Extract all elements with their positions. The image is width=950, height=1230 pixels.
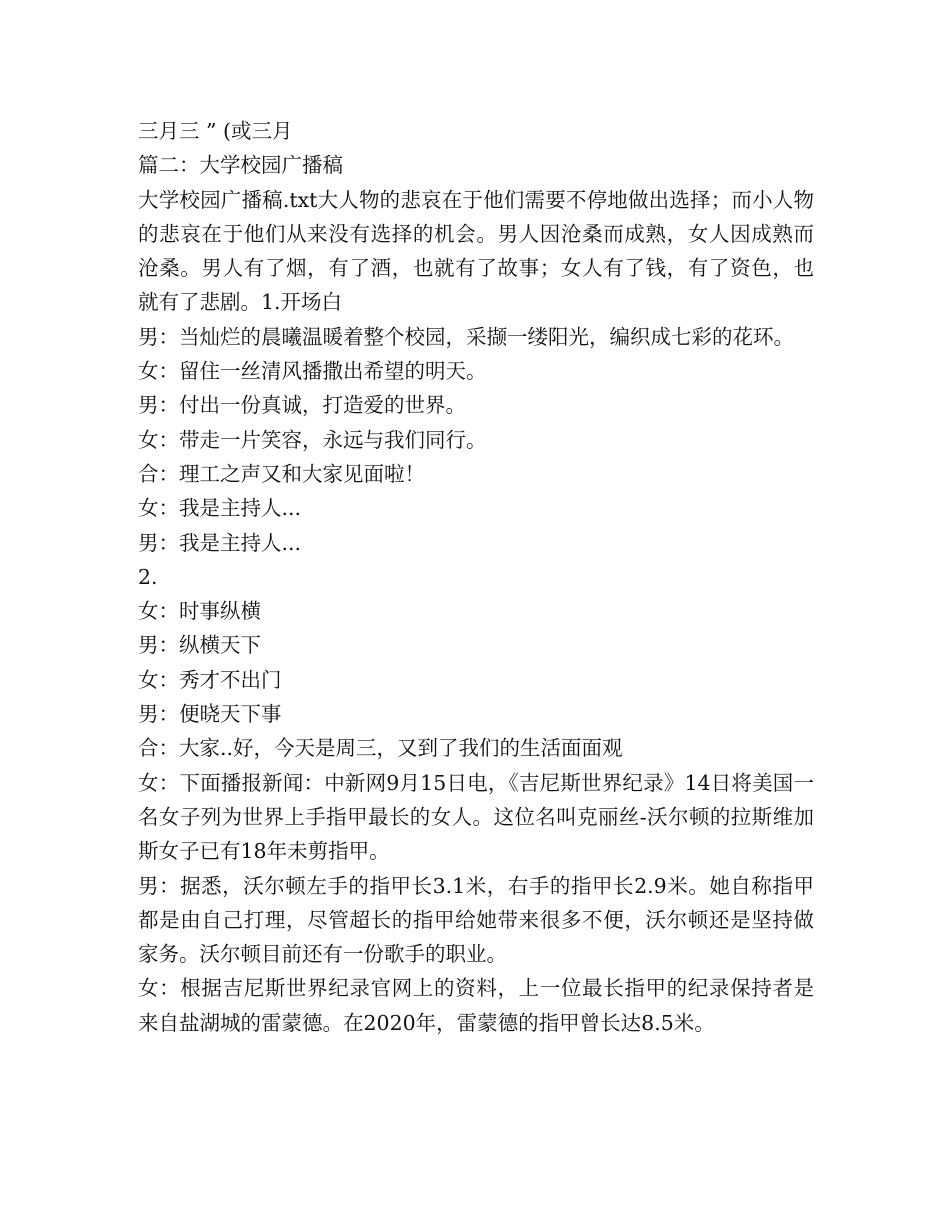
section-heading: 篇二：大学校园广播稿	[138, 153, 343, 178]
dialogue-line: 男：便晓天下事	[138, 702, 282, 727]
dialogue-line: 合：大家..好，今天是周三，又到了我们的生活面面观	[138, 736, 623, 761]
dialogue-line: 女：秀才不出门	[138, 667, 282, 692]
dialogue-line: 女：根据吉尼斯世界纪录官网上的资料，上一位最长指甲的纪录保持者是来自盐湖城的雷蒙德。在2020年，雷蒙德的指甲曾长达8.5米。	[138, 976, 814, 1035]
intro-paragraph: 大学校园广播稿.txt大人物的悲哀在于他们需要不停地做出选择；而小人物的悲哀在于他们从来没有选择的机会。男人因沧桑而成熟，女人因成熟而沧桑。男人有了烟，有了酒，也就有了故事；女人有了钱，有了资色，也就有了悲剧。1.开场白	[138, 187, 814, 315]
dialogue-line: 男：当灿烂的晨曦温暖着整个校园，采撷一缕阳光，编织成七彩的花环。	[138, 324, 794, 349]
dialogue-line: 男：纵横天下	[138, 633, 261, 658]
dialogue-line: 女：下面播报新闻：中新网9月15日电，《吉尼斯世界纪录》14日将美国一名女子列为世界上手指甲最长的女人。这位名叫克丽丝-沃尔顿的拉斯维加斯女子已有18年未剪指甲。	[138, 770, 814, 864]
dialogue-line: 女：带走一片笑容，永远与我们同行。	[138, 427, 487, 452]
dialogue-line: 男：付出一份真诚，打造爱的世界。	[138, 393, 466, 418]
dialogue-line: 男：据悉，沃尔顿左手的指甲长3.1米，右手的指甲长2.9米。她自称指甲都是由自己打理，尽管超长的指甲给她带来很多不便，沃尔顿还是坚持做家务。沃尔顿目前还有一份歌手的职业。	[138, 873, 814, 967]
section-number: 2.	[138, 564, 158, 589]
dialogue-line: 男：我是主持人...	[138, 530, 302, 555]
document-body	[138, 114, 814, 1040]
dialogue-line: 女：时事纵横	[138, 599, 261, 624]
dialogue-line: 女：我是主持人...	[138, 496, 302, 521]
dialogue-line: 女：留住一丝清风播撒出希望的明天。	[138, 359, 487, 384]
document-line: 三月三 ” (或三月	[138, 119, 293, 143]
dialogue-line: 合：理工之声又和大家见面啦！	[138, 461, 425, 486]
